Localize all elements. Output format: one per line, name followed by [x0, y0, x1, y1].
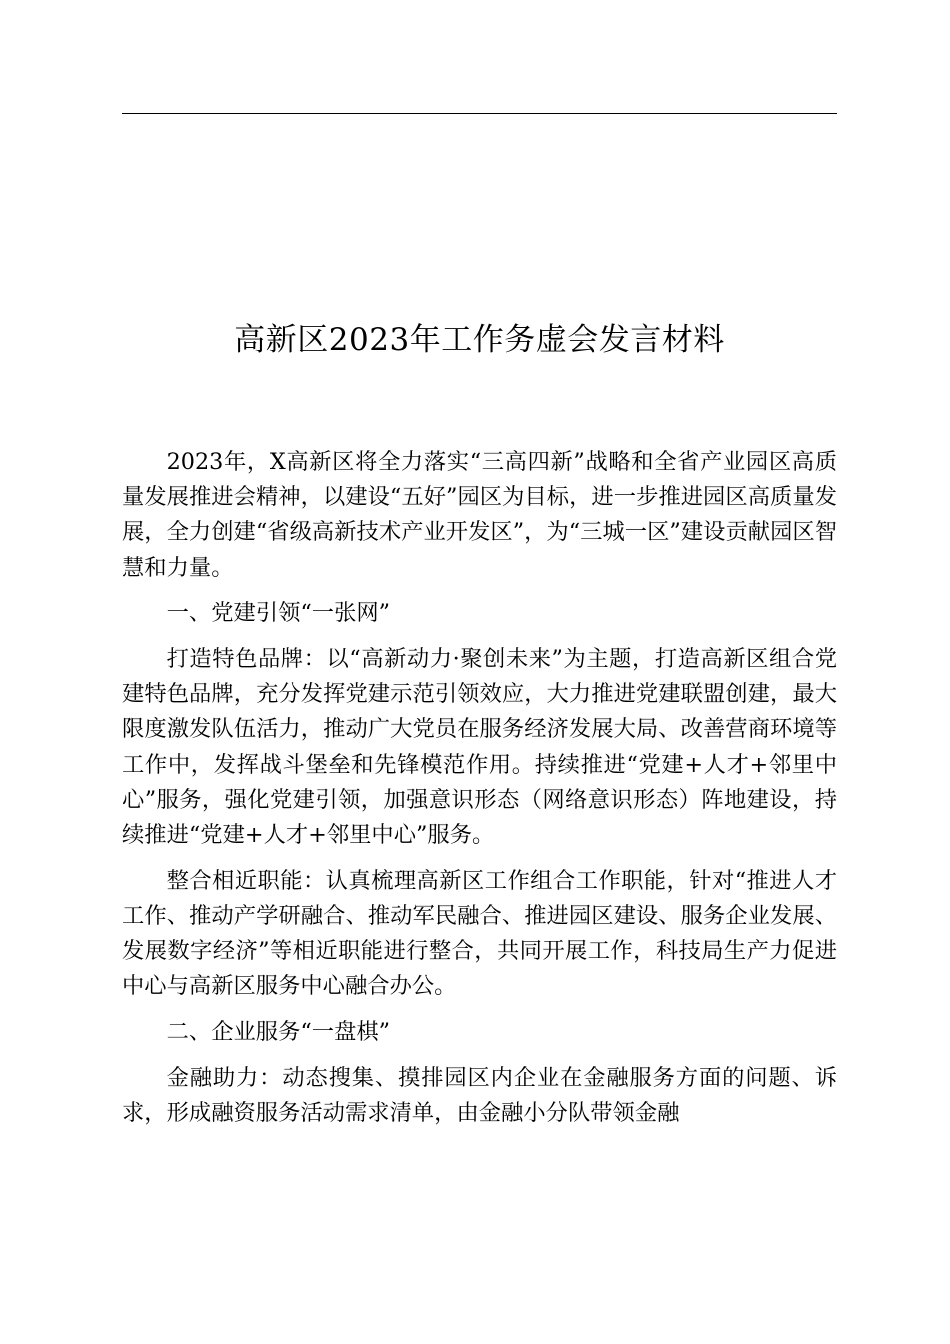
paragraph-intro: 2023年，X高新区将全力落实“三高四新”战略和全省产业园区高质量发展推进会精神，以建设“五好”园区为目标，进一步推进园区高质量发展，全力创建“省级高新技术产业开发区”，为“三城一区”建设贡献园区智慧和力量。 — [122, 449, 837, 581]
section-heading-party-building: 一、党建引领“一张网” — [166, 600, 391, 627]
paragraph-finance: 金融助力：动态搜集、摸排园区内企业在金融服务方面的问题、诉求，形成融资服务活动需求清单，由金融小分队带领金融 — [122, 1064, 837, 1126]
document-body — [122, 445, 837, 1142]
document-title: 高新区2023年工作务虚会发言材料 — [234, 322, 725, 358]
header-rule — [122, 113, 837, 114]
paragraph-brand: 打造特色品牌：以“高新动力·聚创未来”为主题，打造高新区组合党建特色品牌，充分发挥党建示范引领效应，大力推进党建联盟创建，最大限度激发队伍活力，推动广大党员在服务经济发展大局、改善营商环境等工作中，发挥战斗堡垒和先锋模范作用。持续推进“党建+人才+邻里中心”服务，强化党建引领，加强意识形态（网络意识形态）阵地建设，持续推进“党建+人才+邻里中心”服务。 — [122, 646, 837, 849]
section-heading-enterprise-service: 二、企业服务“一盘棋” — [166, 1019, 391, 1046]
paragraph-functions: 整合相近职能：认真梳理高新区工作组合工作职能，针对“推进人才工作、推动产学研融合、推动军民融合、推进园区建设、服务企业发展、发展数字经济”等相近职能进行整合，共同开展工作，科技局生产力促进中心与高新区服务中心融合办公。 — [122, 867, 837, 1000]
